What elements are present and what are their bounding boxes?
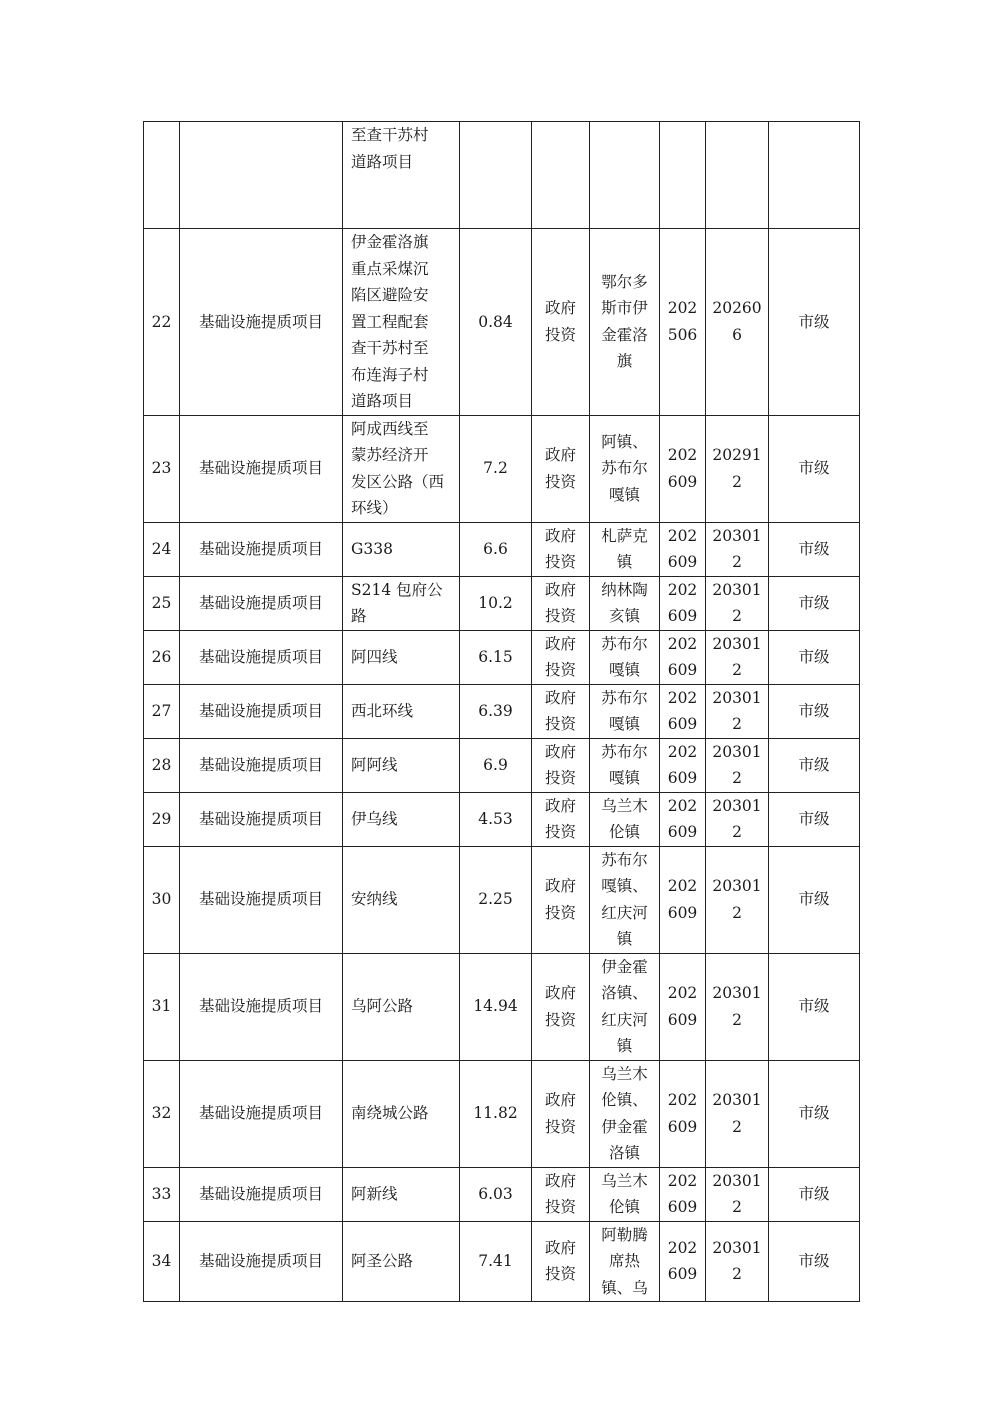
project-name: 南绕城公路: [351, 1104, 429, 1123]
investment-amount-cell: [460, 792, 532, 846]
row-number-cell: [144, 738, 180, 792]
row-number: 23: [151, 459, 172, 478]
project-category: 基础设施提质项目: [198, 312, 323, 331]
end-date: 20301 2: [712, 1171, 762, 1216]
project-location-cell: [590, 630, 660, 684]
investment-type: 政府 投资: [544, 580, 576, 625]
project-name-cell: [343, 1221, 460, 1302]
start-date-cell: [660, 846, 706, 953]
end-date: 20291 2: [712, 446, 762, 491]
project-level: 市级: [798, 997, 830, 1016]
end-date-cell: [706, 576, 769, 630]
project-level: 市级: [798, 701, 830, 720]
table-row: [144, 684, 860, 738]
project-location: 阿勒腾 席热 镇、乌: [601, 1225, 648, 1297]
investment-type: 政府 投资: [544, 796, 576, 841]
row-number: 25: [151, 593, 172, 612]
investment-amount-cell: [460, 738, 532, 792]
project-level-cell: [769, 1060, 860, 1167]
project-level-cell: [769, 738, 860, 792]
investment-type-cell: [532, 953, 590, 1060]
start-date-cell: [660, 122, 706, 229]
end-date-cell: [706, 630, 769, 684]
project-level-cell: [769, 576, 860, 630]
project-location: 乌兰木 伦镇、 伊金霍 洛镇: [601, 1064, 648, 1162]
project-name-cell: [343, 953, 460, 1060]
investment-amount: 6.9: [483, 755, 508, 774]
row-number-cell: [144, 576, 180, 630]
start-date-cell: [660, 576, 706, 630]
start-date: 202 609: [667, 877, 698, 922]
project-location-cell: [590, 1221, 660, 1302]
project-location-cell: [590, 1167, 660, 1221]
project-name-cell: [343, 122, 460, 229]
row-number-cell: [144, 1060, 180, 1167]
project-location: 苏布尔 嘎镇: [601, 742, 648, 787]
end-date-cell: [706, 1221, 769, 1302]
table-row: [144, 953, 860, 1060]
project-category-cell: [180, 630, 343, 684]
investment-amount-cell: [460, 846, 532, 953]
project-level-cell: [769, 1167, 860, 1221]
row-number: 28: [151, 755, 172, 774]
project-category-cell: [180, 684, 343, 738]
start-date-cell: [660, 229, 706, 416]
start-date: 202 609: [667, 688, 698, 733]
end-date-cell: [706, 684, 769, 738]
end-date: 20301 2: [712, 796, 762, 841]
table-row: [144, 522, 860, 576]
project-name-cell: [343, 576, 460, 630]
project-location: 伊金霍 洛镇、 红庆河 镇: [601, 957, 648, 1055]
start-date-cell: [660, 1221, 706, 1302]
project-location-cell: [590, 1060, 660, 1167]
table-row: [144, 1221, 860, 1302]
project-category: 基础设施提质项目: [198, 890, 323, 909]
project-category: 基础设施提质项目: [198, 593, 323, 612]
end-date-cell: [706, 415, 769, 522]
row-number-cell: [144, 684, 180, 738]
row-number-cell: [144, 630, 180, 684]
row-number: 32: [151, 1104, 172, 1123]
start-date-cell: [660, 1060, 706, 1167]
investment-type-cell: [532, 792, 590, 846]
project-location: 乌兰木 伦镇: [601, 1171, 648, 1216]
investment-amount-cell: [460, 415, 532, 522]
table-body: [144, 122, 860, 1302]
project-level: 市级: [798, 890, 830, 909]
project-location: 鄂尔多 斯市伊 金霍洛 旗: [601, 272, 648, 371]
project-category-cell: [180, 1221, 343, 1302]
end-date-cell: [706, 1167, 769, 1221]
start-date: 202 609: [667, 796, 698, 841]
project-category-cell: [180, 522, 343, 576]
end-date: 20301 2: [712, 580, 762, 625]
investment-amount-cell: [460, 122, 532, 229]
project-category: 基础设施提质项目: [198, 809, 323, 828]
project-name-cell: [343, 1167, 460, 1221]
project-category: 基础设施提质项目: [198, 647, 323, 666]
project-category: 基础设施提质项目: [198, 997, 323, 1016]
project-location-cell: [590, 792, 660, 846]
end-date-cell: [706, 953, 769, 1060]
project-name-cell: [343, 792, 460, 846]
investment-type-cell: [532, 738, 590, 792]
start-date-cell: [660, 738, 706, 792]
project-location: 札萨克 镇: [601, 526, 648, 571]
row-number: 33: [151, 1184, 172, 1203]
row-number: 34: [151, 1252, 172, 1270]
investment-amount-cell: [460, 953, 532, 1060]
project-level: 市级: [798, 539, 830, 558]
project-name: 阿四线: [351, 647, 398, 666]
project-name-cell: [343, 522, 460, 576]
project-name: 阿成西线至 蒙苏经济开 发区公路（西 环线）: [351, 419, 445, 517]
start-date: 202 609: [667, 742, 698, 787]
end-date: 20301 2: [712, 984, 762, 1029]
end-date: 20301 2: [712, 742, 762, 787]
project-category: 基础设施提质项目: [198, 1184, 323, 1203]
end-date-cell: [706, 846, 769, 953]
project-location-cell: [590, 122, 660, 229]
start-date: 202 609: [667, 526, 698, 571]
row-number-cell: [144, 953, 180, 1060]
project-location: 苏布尔 嘎镇: [601, 634, 648, 679]
end-date: 20301 2: [712, 877, 762, 922]
project-category: 基础设施提质项目: [198, 1104, 323, 1123]
project-name: 阿阿线: [351, 755, 398, 774]
start-date: 202 609: [667, 446, 698, 491]
project-name-cell: [343, 630, 460, 684]
project-level: 市级: [798, 593, 830, 612]
end-date: 20301 2: [712, 688, 762, 733]
start-date: 202 506: [667, 299, 698, 344]
investment-amount-cell: [460, 576, 532, 630]
investment-amount-cell: [460, 684, 532, 738]
row-number-cell: [144, 122, 180, 229]
project-level-cell: [769, 792, 860, 846]
start-date-cell: [660, 522, 706, 576]
table-row: [144, 576, 860, 630]
project-category-cell: [180, 122, 343, 229]
investment-type-cell: [532, 576, 590, 630]
end-date-cell: [706, 522, 769, 576]
project-location-cell: [590, 738, 660, 792]
end-date-cell: [706, 792, 769, 846]
start-date-cell: [660, 792, 706, 846]
project-level: 市级: [798, 1104, 830, 1123]
project-location: 苏布尔 嘎镇、 红庆河 镇: [601, 850, 648, 948]
project-category-cell: [180, 738, 343, 792]
investment-amount-cell: [460, 522, 532, 576]
row-number: 26: [151, 647, 172, 666]
investment-amount: 6.39: [478, 701, 513, 720]
table-row: [144, 1060, 860, 1167]
project-level-cell: [769, 630, 860, 684]
investment-amount: 11.82: [473, 1104, 518, 1123]
table-row: [144, 630, 860, 684]
project-category-cell: [180, 846, 343, 953]
project-name: S214 包府公 路: [351, 580, 443, 625]
investment-amount: 14.94: [473, 997, 518, 1016]
investment-type: 政府 投资: [544, 299, 576, 344]
investment-type-cell: [532, 122, 590, 229]
project-location: 纳林陶 亥镇: [601, 580, 648, 625]
end-date: 20301 2: [712, 1091, 762, 1136]
row-number: 24: [151, 539, 172, 558]
investment-amount: 4.53: [478, 809, 513, 828]
investment-amount: 7.2: [483, 459, 508, 478]
row-number-cell: [144, 846, 180, 953]
project-level-cell: [769, 1221, 860, 1302]
project-level: 市级: [798, 459, 830, 478]
project-name: 阿新线: [351, 1184, 398, 1203]
row-number-cell: [144, 415, 180, 522]
project-level-cell: [769, 415, 860, 522]
investment-type: 政府 投资: [544, 1091, 576, 1136]
project-category: 基础设施提质项目: [198, 701, 323, 720]
project-name-cell: [343, 738, 460, 792]
end-date-cell: [706, 1060, 769, 1167]
project-level: 市级: [798, 1184, 830, 1203]
investment-amount: 10.2: [478, 593, 513, 612]
investment-amount-cell: [460, 1167, 532, 1221]
project-name-cell: [343, 229, 460, 416]
project-category-cell: [180, 1060, 343, 1167]
investment-amount: 6.6: [483, 539, 508, 558]
investment-type-cell: [532, 415, 590, 522]
project-category: 基础设施提质项目: [198, 459, 323, 478]
investment-type-cell: [532, 1060, 590, 1167]
end-date: 20260 6: [712, 299, 762, 344]
row-number-cell: [144, 522, 180, 576]
project-name: 乌阿公路: [351, 997, 414, 1016]
investment-amount-cell: [460, 630, 532, 684]
project-category-cell: [180, 792, 343, 846]
project-category-cell: [180, 576, 343, 630]
end-date-cell: [706, 122, 769, 229]
row-number: 27: [151, 701, 172, 720]
project-location-cell: [590, 576, 660, 630]
project-name: 阿圣公路: [351, 1252, 414, 1270]
investment-amount: 2.25: [478, 890, 513, 909]
investment-type: 政府 投资: [544, 1238, 576, 1284]
project-location: 阿镇、 苏布尔 嘎镇: [601, 432, 648, 504]
investment-type: 政府 投资: [544, 1171, 576, 1216]
investment-type: 政府 投资: [544, 742, 576, 787]
investment-type-cell: [532, 684, 590, 738]
end-date: 20301 2: [712, 634, 762, 679]
project-category-cell: [180, 415, 343, 522]
start-date: 202 609: [667, 1238, 698, 1284]
table-row: [144, 846, 860, 953]
project-category-cell: [180, 1167, 343, 1221]
row-number: 30: [151, 890, 172, 909]
row-number: 22: [151, 312, 172, 331]
row-number-cell: [144, 1221, 180, 1302]
investment-type: 政府 投资: [544, 446, 576, 491]
investment-amount: 6.03: [478, 1184, 513, 1203]
investment-type-cell: [532, 522, 590, 576]
project-level-cell: [769, 684, 860, 738]
investment-type: 政府 投资: [544, 634, 576, 679]
start-date-cell: [660, 953, 706, 1060]
project-location-cell: [590, 953, 660, 1060]
project-name-cell: [343, 684, 460, 738]
project-level-cell: [769, 522, 860, 576]
project-name-cell: [343, 1060, 460, 1167]
table-row: [144, 738, 860, 792]
investment-type: 政府 投资: [544, 688, 576, 733]
end-date-cell: [706, 738, 769, 792]
project-location: 苏布尔 嘎镇: [601, 688, 648, 733]
project-level: 市级: [798, 809, 830, 828]
investment-type: 政府 投资: [544, 877, 576, 922]
project-level: 市级: [798, 755, 830, 774]
investment-amount: 7.41: [478, 1252, 513, 1270]
project-level: 市级: [798, 312, 830, 331]
project-category-cell: [180, 953, 343, 1060]
project-name: 伊金霍洛旗 重点采煤沉 陷区避险安 置工程配套 查干苏村至 布连海子村 道路项目: [351, 233, 429, 410]
start-date: 202 609: [667, 634, 698, 679]
investment-type-cell: [532, 229, 590, 416]
project-location-cell: [590, 415, 660, 522]
project-level: 市级: [798, 647, 830, 666]
investment-amount: 0.84: [478, 312, 513, 331]
project-level-cell: [769, 229, 860, 416]
project-location-cell: [590, 522, 660, 576]
row-number-cell: [144, 1167, 180, 1221]
table-row: [144, 1167, 860, 1221]
investment-type: 政府 投资: [544, 526, 576, 571]
start-date: 202 609: [667, 1171, 698, 1216]
project-category: 基础设施提质项目: [198, 755, 323, 774]
investment-type-cell: [532, 1221, 590, 1302]
project-location-cell: [590, 229, 660, 416]
table-row: [144, 415, 860, 522]
start-date: 202 609: [667, 1091, 698, 1136]
project-name: 至查干苏村 道路项目: [351, 126, 429, 171]
table-row: [144, 122, 860, 229]
table-row: [144, 229, 860, 416]
start-date: 202 609: [667, 580, 698, 625]
project-name: 伊乌线: [351, 809, 398, 828]
end-date: 20301 2: [712, 1238, 762, 1284]
investment-amount: 6.15: [478, 647, 513, 666]
table-row: [144, 792, 860, 846]
project-category-cell: [180, 229, 343, 416]
project-name: 安纳线: [351, 890, 398, 909]
project-level: 市级: [798, 1252, 830, 1270]
row-number-cell: [144, 792, 180, 846]
project-name: 西北环线: [351, 701, 414, 720]
start-date-cell: [660, 630, 706, 684]
project-category: 基础设施提质项目: [198, 539, 323, 558]
row-number-cell: [144, 229, 180, 416]
row-number: 29: [151, 809, 172, 828]
end-date: 20301 2: [712, 526, 762, 571]
project-level-cell: [769, 122, 860, 229]
investment-amount-cell: [460, 229, 532, 416]
project-location: 乌兰木 伦镇: [601, 796, 648, 841]
investment-type-cell: [532, 630, 590, 684]
start-date: 202 609: [667, 984, 698, 1029]
project-name: G338: [351, 539, 393, 558]
investment-type: 政府 投资: [544, 984, 576, 1029]
investment-amount-cell: [460, 1060, 532, 1167]
investment-type-cell: [532, 1167, 590, 1221]
project-table: [143, 121, 860, 1302]
project-level-cell: [769, 846, 860, 953]
start-date-cell: [660, 415, 706, 522]
start-date-cell: [660, 1167, 706, 1221]
project-location-cell: [590, 846, 660, 953]
row-number: 31: [151, 997, 172, 1016]
investment-amount-cell: [460, 1221, 532, 1302]
start-date-cell: [660, 684, 706, 738]
project-category: 基础设施提质项目: [198, 1252, 323, 1270]
investment-type-cell: [532, 846, 590, 953]
end-date-cell: [706, 229, 769, 416]
project-name-cell: [343, 415, 460, 522]
project-name-cell: [343, 846, 460, 953]
project-level-cell: [769, 953, 860, 1060]
project-location-cell: [590, 684, 660, 738]
